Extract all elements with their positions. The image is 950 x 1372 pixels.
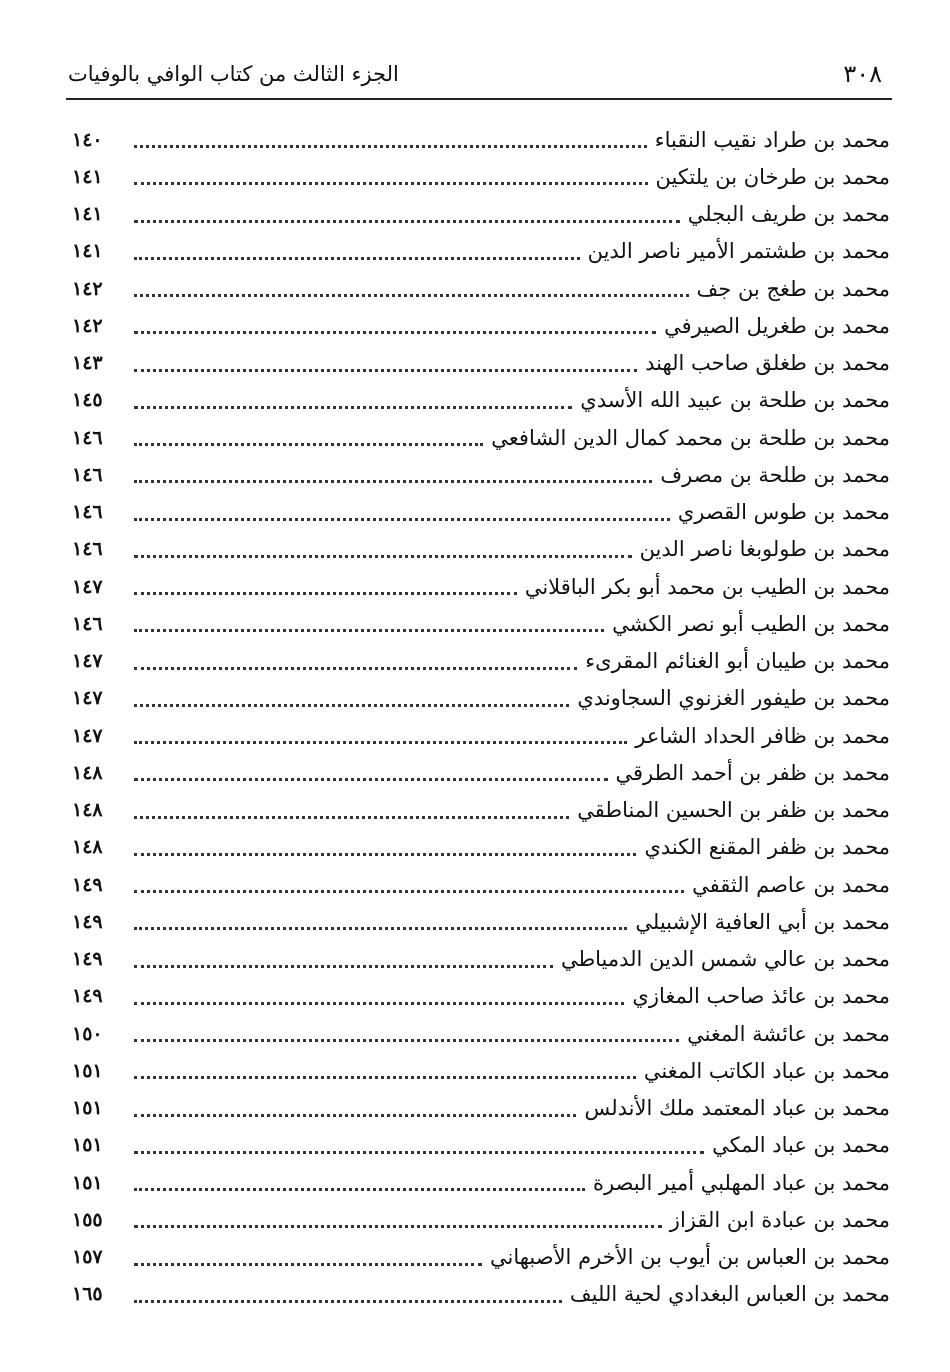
toc-entry-title: محمد بن طشتمر الأمير ناصر الدين (587, 239, 890, 264)
toc-entry (72, 345, 890, 382)
toc-entry-title: محمد بن عباد المكي (712, 1133, 890, 1158)
toc-entry (72, 494, 890, 531)
page-number: ٣٠٨ (843, 60, 882, 88)
toc-entry-page-number: ١٤٧ (72, 687, 103, 710)
toc-entry-page-number: ١٤٩ (72, 873, 103, 896)
dot-leader (134, 257, 580, 260)
toc-entry-page-number: ١٤٦ (72, 538, 103, 561)
toc-entry-title: محمد بن الطيب بن محمد أبو بكر الباقلاني (524, 574, 890, 599)
toc-entry (72, 1164, 890, 1201)
toc-entry (72, 1239, 890, 1276)
toc-entry (72, 1052, 890, 1089)
toc-entry-title: محمد بن ظفر بن الحسين المناطقي (577, 798, 890, 823)
toc-entry (72, 419, 890, 456)
dot-leader (134, 927, 627, 930)
toc-entry-title: محمد بن طريف البجلي (687, 202, 890, 227)
dot-leader (134, 1114, 576, 1117)
dot-leader (134, 182, 648, 185)
toc-entry-title: محمد بن طغلق صاحب الهند (645, 351, 890, 376)
toc-entry (72, 121, 890, 158)
toc-entry-title: محمد بن طرخان بن يلتكين (655, 164, 890, 189)
toc-entry-page-number: ١٤٦ (72, 463, 103, 486)
toc-entry (72, 605, 890, 642)
toc-entry-title: محمد بن طغريل الصيرفي (664, 313, 890, 338)
dot-leader (134, 480, 652, 483)
dot-leader (134, 555, 632, 558)
dot-leader (134, 443, 483, 446)
toc-entry-title: محمد بن طراد نقيب النقباء (654, 127, 890, 152)
dot-leader (134, 294, 689, 297)
toc-entry (72, 158, 890, 195)
toc-entry-title: محمد بن عباد الكاتب المغني (643, 1058, 890, 1083)
toc-entry (72, 866, 890, 903)
toc-entry (72, 829, 890, 866)
toc-entry (72, 1015, 890, 1052)
toc-entry-page-number: ١٤٣ (72, 352, 103, 375)
toc-entry-page-number: ١٤٨ (72, 799, 103, 822)
toc-entry (72, 1276, 890, 1313)
toc-entry-page-number: ١٦٥ (72, 1283, 103, 1306)
toc-entry-page-number: ١٤١ (72, 240, 103, 263)
toc-entry (72, 270, 890, 307)
toc-entry-title: محمد بن ظافر الحداد الشاعر (635, 723, 890, 748)
toc-entry-page-number: ١٤٢ (72, 277, 103, 300)
toc-entry-page-number: ١٥١ (72, 1134, 103, 1157)
toc-entry-page-number: ١٤٧ (72, 575, 103, 598)
dot-leader (134, 518, 670, 521)
dot-leader (134, 369, 637, 372)
toc-entry-page-number: ١٤٧ (72, 724, 103, 747)
dot-leader (134, 145, 647, 148)
toc-entry-title: محمد بن عبادة ابن القزاز (669, 1207, 890, 1232)
running-title: الجزء الثالث من كتاب الوافي بالوفيات (68, 62, 399, 86)
toc-entry-page-number: ١٤٦ (72, 501, 103, 524)
toc-entry-title: محمد بن طغج بن جف (696, 276, 890, 301)
toc-entry-title: محمد بن عائشة المغني (687, 1021, 890, 1046)
toc-entry-title: محمد بن طوس القصري (677, 500, 890, 525)
toc-entry (72, 643, 890, 680)
toc-entry-title: محمد بن عائذ صاحب المغازي (632, 984, 890, 1009)
toc-entry (72, 568, 890, 605)
dot-leader (134, 406, 572, 409)
dot-leader (134, 1039, 679, 1042)
toc-entry-page-number: ١٤٧ (72, 650, 103, 673)
dot-leader (134, 331, 656, 334)
toc-entry (72, 1201, 890, 1238)
toc-entry (72, 456, 890, 493)
dot-leader (134, 890, 684, 893)
toc-entry-title: محمد بن عاصم الثقفي (692, 872, 890, 897)
dot-leader (134, 1002, 624, 1005)
toc-entry-title: محمد بن عالي شمس الدين الدمياطي (560, 947, 890, 972)
dot-leader (134, 704, 569, 707)
dot-leader (134, 629, 604, 632)
toc-entry (72, 233, 890, 270)
toc-entry (72, 941, 890, 978)
toc-entry (72, 792, 890, 829)
toc-entry-page-number: ١٤٩ (72, 985, 103, 1008)
toc-entry-page-number: ١٥١ (72, 1097, 103, 1120)
toc-entry-page-number: ١٤٦ (72, 426, 103, 449)
toc-entry (72, 754, 890, 791)
toc-entry-page-number: ١٤٢ (72, 314, 103, 337)
dot-leader (134, 778, 608, 781)
dot-leader (134, 816, 569, 819)
toc-entry (72, 307, 890, 344)
toc-entry-title: محمد بن ظفر بن أحمد الطرقي (615, 760, 890, 785)
toc-entry (72, 196, 890, 233)
dot-leader (134, 1076, 636, 1079)
toc-entry-title: محمد بن عباد المهلبي أمير البصرة (592, 1170, 890, 1195)
dot-leader (134, 1263, 482, 1266)
toc-entry-page-number: ١٥١ (72, 1059, 103, 1082)
toc-entry-title: محمد بن الطيب أبو نصر الكشي (612, 611, 890, 636)
toc-entry-page-number: ١٤٨ (72, 761, 103, 784)
toc-entry-page-number: ١٤٩ (72, 948, 103, 971)
toc-entry (72, 978, 890, 1015)
toc-entry-page-number: ١٤٥ (72, 389, 103, 412)
table-of-contents (72, 121, 890, 1313)
toc-entry (72, 382, 890, 419)
toc-entry-page-number: ١٤١ (72, 203, 103, 226)
toc-entry-title: محمد بن ظفر المقنع الكندي (644, 835, 890, 860)
toc-entry-title: محمد بن العباس بن أيوب بن الأخرم الأصبهاني (489, 1245, 890, 1270)
dot-leader (134, 667, 577, 670)
toc-entry-title: محمد بن طلحة بن عبيد الله الأسدي (580, 388, 890, 413)
toc-entry-page-number: ١٤٩ (72, 910, 103, 933)
toc-entry-title: محمد بن طيفور الغزنوي السجاوندي (577, 686, 890, 711)
toc-entry (72, 717, 890, 754)
toc-entry (72, 1090, 890, 1127)
toc-entry (72, 680, 890, 717)
toc-entry (72, 903, 890, 940)
toc-entry-page-number: ١٥٧ (72, 1246, 103, 1269)
toc-entry-page-number: ١٥٠ (72, 1022, 103, 1045)
toc-entry-page-number: ١٤٨ (72, 836, 103, 859)
toc-entry-page-number: ١٥٥ (72, 1208, 103, 1231)
toc-entry-page-number: ١٤٦ (72, 612, 103, 635)
toc-entry-title: محمد بن طلحة بن محمد كمال الدين الشافعي (491, 425, 890, 450)
dot-leader (134, 853, 636, 856)
toc-entry-page-number: ١٤٠ (72, 128, 103, 151)
toc-entry-title: محمد بن طيبان أبو الغنائم المقرىء (585, 649, 890, 674)
dot-leader (134, 1151, 704, 1154)
toc-entry-title: محمد بن طولوبغا ناصر الدين (639, 537, 890, 562)
dot-leader (134, 1300, 562, 1303)
dot-leader (134, 965, 553, 968)
toc-entry-title: محمد بن العباس البغدادي لحية الليف (569, 1282, 890, 1307)
toc-entry-page-number: ١٤١ (72, 165, 103, 188)
dot-leader (134, 592, 517, 595)
toc-entry-title: محمد بن طلحة بن مصرف (660, 462, 890, 487)
toc-entry-page-number: ١٥١ (72, 1171, 103, 1194)
dot-leader (134, 741, 627, 744)
dot-leader (134, 1188, 585, 1191)
dot-leader (134, 1225, 662, 1228)
toc-entry-title: محمد بن أبي العافية الإشبيلي (635, 909, 890, 934)
toc-entry-title: محمد بن عباد المعتمد ملك الأندلس (584, 1096, 890, 1121)
dot-leader (134, 220, 680, 223)
page-header (66, 56, 892, 100)
toc-entry (72, 531, 890, 568)
toc-entry (72, 1127, 890, 1164)
